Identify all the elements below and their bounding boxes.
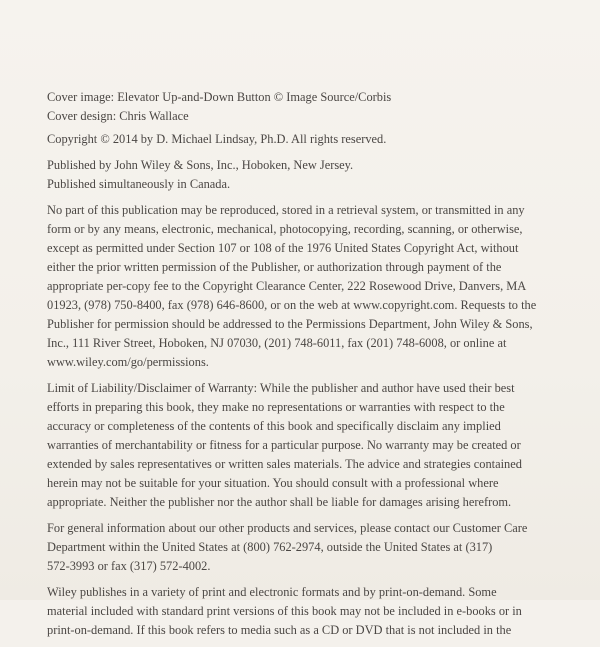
paragraph-line: warranties of merchantability or fitness for a particular purpose. No warranty may be created or — [47, 438, 521, 452]
paragraph-line: Department within the United States at (800) 762-2974, outside the United States at (317) — [47, 540, 493, 554]
paragraph-line: print-on-demand. If this book refers to media such as a CD or DVD that is not included in the — [47, 623, 512, 637]
reproduction-paragraph — [47, 201, 557, 372]
customer-care-paragraph — [47, 519, 557, 576]
paragraph-line: www.wiley.com/go/permissions. — [47, 355, 209, 369]
paragraph-line: either the prior written permission of the Publisher, or authorization through payment of the — [47, 260, 502, 274]
formats-paragraph — [47, 583, 557, 640]
paragraph-line: For general information about our other products and services, please contact our Customer Care — [47, 521, 528, 535]
publisher-info — [47, 156, 557, 194]
paragraph-line: form or by any means, electronic, mechanical, photocopying, recording, scanning, or otherwise, — [47, 222, 523, 236]
cover-image-credit: Cover image: Elevator Up-and-Down Button © Image Source/Corbis — [47, 90, 392, 104]
paragraph-line: appropriate. Neither the publisher nor the author shall be liable for damages arising herefrom. — [47, 495, 512, 509]
canada-line: Published simultaneously in Canada. — [47, 177, 231, 191]
paragraph-line: Publisher for permission should be addressed to the Permissions Department, John Wiley & Sons, — [47, 317, 533, 331]
paragraph-line: except as permitted under Section 107 or 108 of the 1976 United States Copyright Act, without — [47, 241, 519, 255]
publisher-line: Published by John Wiley & Sons, Inc., Hoboken, New Jersey. — [47, 158, 354, 172]
page-text — [47, 88, 557, 647]
copyright-line: Copyright © 2014 by D. Michael Lindsay, Ph.D. All rights reserved. — [47, 132, 387, 146]
paragraph-line: appropriate per-copy fee to the Copyright Clearance Center, 222 Rosewood Drive, Danvers, MA — [47, 279, 527, 293]
copyright-notice — [47, 130, 557, 149]
paragraph-line: 572-3993 or fax (317) 572-4002. — [47, 559, 211, 573]
paragraph-line: 01923, (978) 750-8400, fax (978) 646-8600, or on the web at www.copyright.com. Requests to the — [47, 298, 537, 312]
paragraph-line: No part of this publication may be reproduced, stored in a retrieval system, or transmitted in any — [47, 203, 525, 217]
paragraph-line: herein may not be suitable for your situation. You should consult with a professional where — [47, 476, 499, 490]
paragraph-line: Inc., 111 River Street, Hoboken, NJ 07030, (201) 748-6011, fax (201) 748-6008, or online at — [47, 336, 507, 350]
disclaimer-paragraph — [47, 379, 557, 512]
paragraph-line: Limit of Liability/Disclaimer of Warranty: While the publisher and author have used their best — [47, 381, 515, 395]
paragraph-line: extended by sales representatives or written sales materials. The advice and strategies contained — [47, 457, 522, 471]
paragraph-line: material included with standard print versions of this book may not be included in e-books or in — [47, 604, 522, 618]
cover-credits — [47, 88, 557, 126]
paragraph-line: efforts in preparing this book, they make no representations or warranties with respect to the — [47, 400, 505, 414]
paragraph-line: Wiley publishes in a variety of print and electronic formats and by print-on-demand. Some — [47, 585, 497, 599]
cover-design-credit: Cover design: Chris Wallace — [47, 109, 189, 123]
paragraph-line: accuracy or completeness of the contents of this book and specifically disclaim any implied — [47, 419, 501, 433]
